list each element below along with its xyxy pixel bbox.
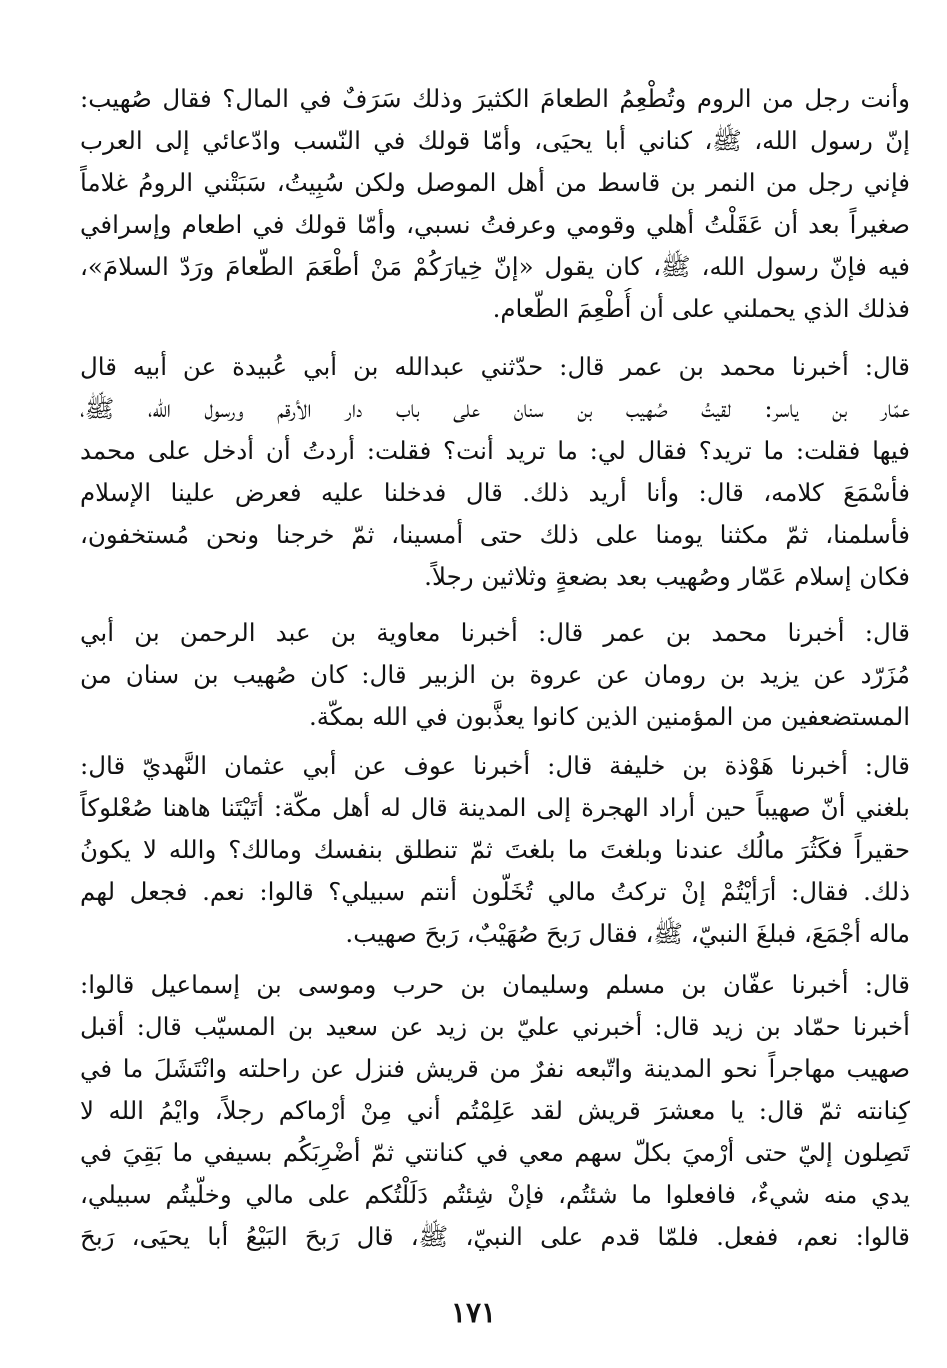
text-line: كِنانته ثمّ قال: يا معشرَ قريش لقد عَلِمْتُم أني مِنْ أرْماكم رجلاً، وايْمُ الله لا	[80, 1096, 910, 1125]
paragraph-3	[80, 612, 910, 738]
paragraph-1	[80, 78, 910, 330]
text-line: حقيراً فكَثُرَ مالُك عندنا وبلغتَ ما بلغتَ ثمّ تنطلق بنفسك ومالك؟ والله لا يكونُ	[80, 835, 910, 864]
paragraph-5	[80, 964, 910, 1258]
text-line: مُزَرّد عن يزيد بن رومان عن عروة بن الزبير قال: كان صُهيب بن سنان من	[80, 660, 910, 689]
page-number: ١٧١	[450, 1296, 497, 1329]
text-line: فإني رجل من النمر بن قاسط من أهل الموصل ولكن سُبِيتُ، سَبَتْني الرومُ غلاماً	[80, 168, 910, 197]
text-line: عمّار بن ياسر: لقيتُ صُهيب بن سنان على باب دار الأرقم ورسول الله، ﷺ،	[80, 394, 910, 423]
text-line: فذلك الذي يحملني على أن أُطْعِمَ الطّعام.	[492, 294, 910, 323]
text-line: قال: أخبرنا محمد بن عمر قال: أخبرنا معاوية بن عبد الرحمن بن أبي	[80, 618, 910, 647]
paragraph-2	[80, 346, 910, 598]
text-line: قالوا: نعم، ففعل. فلمّا قدم على النبيّ، ﷺ، قال رَبحَ البَيْعُ أبا يحيَى، رَبحَ	[80, 1222, 910, 1251]
text-line: قال: أخبرنا محمد بن عمر قال: حدّثني عبدالله بن أبي عُبيدة عن أبيه قال	[80, 352, 910, 381]
text-line: ذلك. فقال: أرَأيْتُمْ إنْ تركتُ مالي تُخَلّون أنتم سبيلي؟ قالوا: نعم. فجعل لهم	[80, 877, 910, 906]
text-line: صغيراً بعد أن عَقَلْتُ أهلي وقومي وعرفتُ نسبي، وأمّا قولك في اطعام وإسرافي	[80, 210, 910, 239]
paragraph-4	[80, 745, 910, 955]
text-line: قال: أخبرنا عفّان بن مسلم وسليمان بن حرب وموسى بن إسماعيل قالوا:	[80, 970, 910, 999]
text-line: أخبرنا حمّاد بن زيد قال: أخبرني عليّ بن زيد عن سعيد بن المسيّب قال: أقبل	[80, 1012, 910, 1041]
text-line: صهيب مهاجراً نحو المدينة واتّبعه نفرٌ من قريش فنزل عن راحلته وانْتَشَلَ ما في	[80, 1054, 910, 1083]
text-line: فأسلمنا، ثمّ مكثنا يومنا على ذلك حتى أمسينا، ثمّ خرجنا ونحن مُستخفون،	[80, 520, 910, 549]
text-line: المستضعفين من المؤمنين الذين كانوا يعذَّبون في الله بمكّة.	[309, 702, 910, 731]
text-line: فأسْمَعَ كلامه، قال: وأنا أريد ذلك. قال فدخلنا عليه فعرض علينا الإسلام	[80, 478, 910, 507]
text-line: ماله أجْمَعَ، فبلغَ النبيّ، ﷺ، فقال رَبحَ صُهَيْبٌ، رَبحَ صهيب.	[345, 919, 910, 948]
text-line: تَصِلون إليّ حتى أرْميَ بكلّ سهم معي في كنانتي ثمّ أضْرِبَكُم بسيفي ما بَقِيَ في	[80, 1138, 910, 1167]
text-line: وأنت رجل من الروم وتُطْعِمُ الطعامَ الكثيرَ وذلك سَرَفٌ في المال؟ فقال صُهيب:	[80, 84, 910, 113]
text-line: فيها فقلت: ما تريد؟ فقال لي: ما تريد أنت؟ فقلت: أردتُ أن أدخل على محمد	[80, 436, 910, 465]
text-line: إنّ رسول الله، ﷺ، كناني أبا يحيَى، وأمّا قولك في النّسب وادّعائي إلى العرب	[80, 126, 910, 155]
text-line: بلغني أنّ صهيباً حين أراد الهجرة إلى المدينة قال له أهل مكّة: أتَيْتَنا هاهنا صُعْلوكاً	[80, 793, 910, 822]
text-line: يدي منه شيءٌ، فافعلوا ما شئتُم، فإنْ شِئتُم دَلَلْتُكم على مالي وخلّيتُم سبيلي،	[80, 1180, 910, 1209]
text-line: قال: أخبرنا هَوْذة بن خليفة قال: أخبرنا عوف عن أبي عثمان النَّهديّ قال:	[80, 751, 910, 780]
text-line: فكان إسلام عَمّار وصُهيب بعد بضعةٍ وثلاثين رجلاً.	[424, 562, 910, 591]
text-line: فيه فإنّ رسول الله، ﷺ، كان يقول «إنّ خِيارَكُمْ مَنْ أطْعَمَ الطّعامَ ورَدّ السلامَ»،	[80, 252, 910, 281]
